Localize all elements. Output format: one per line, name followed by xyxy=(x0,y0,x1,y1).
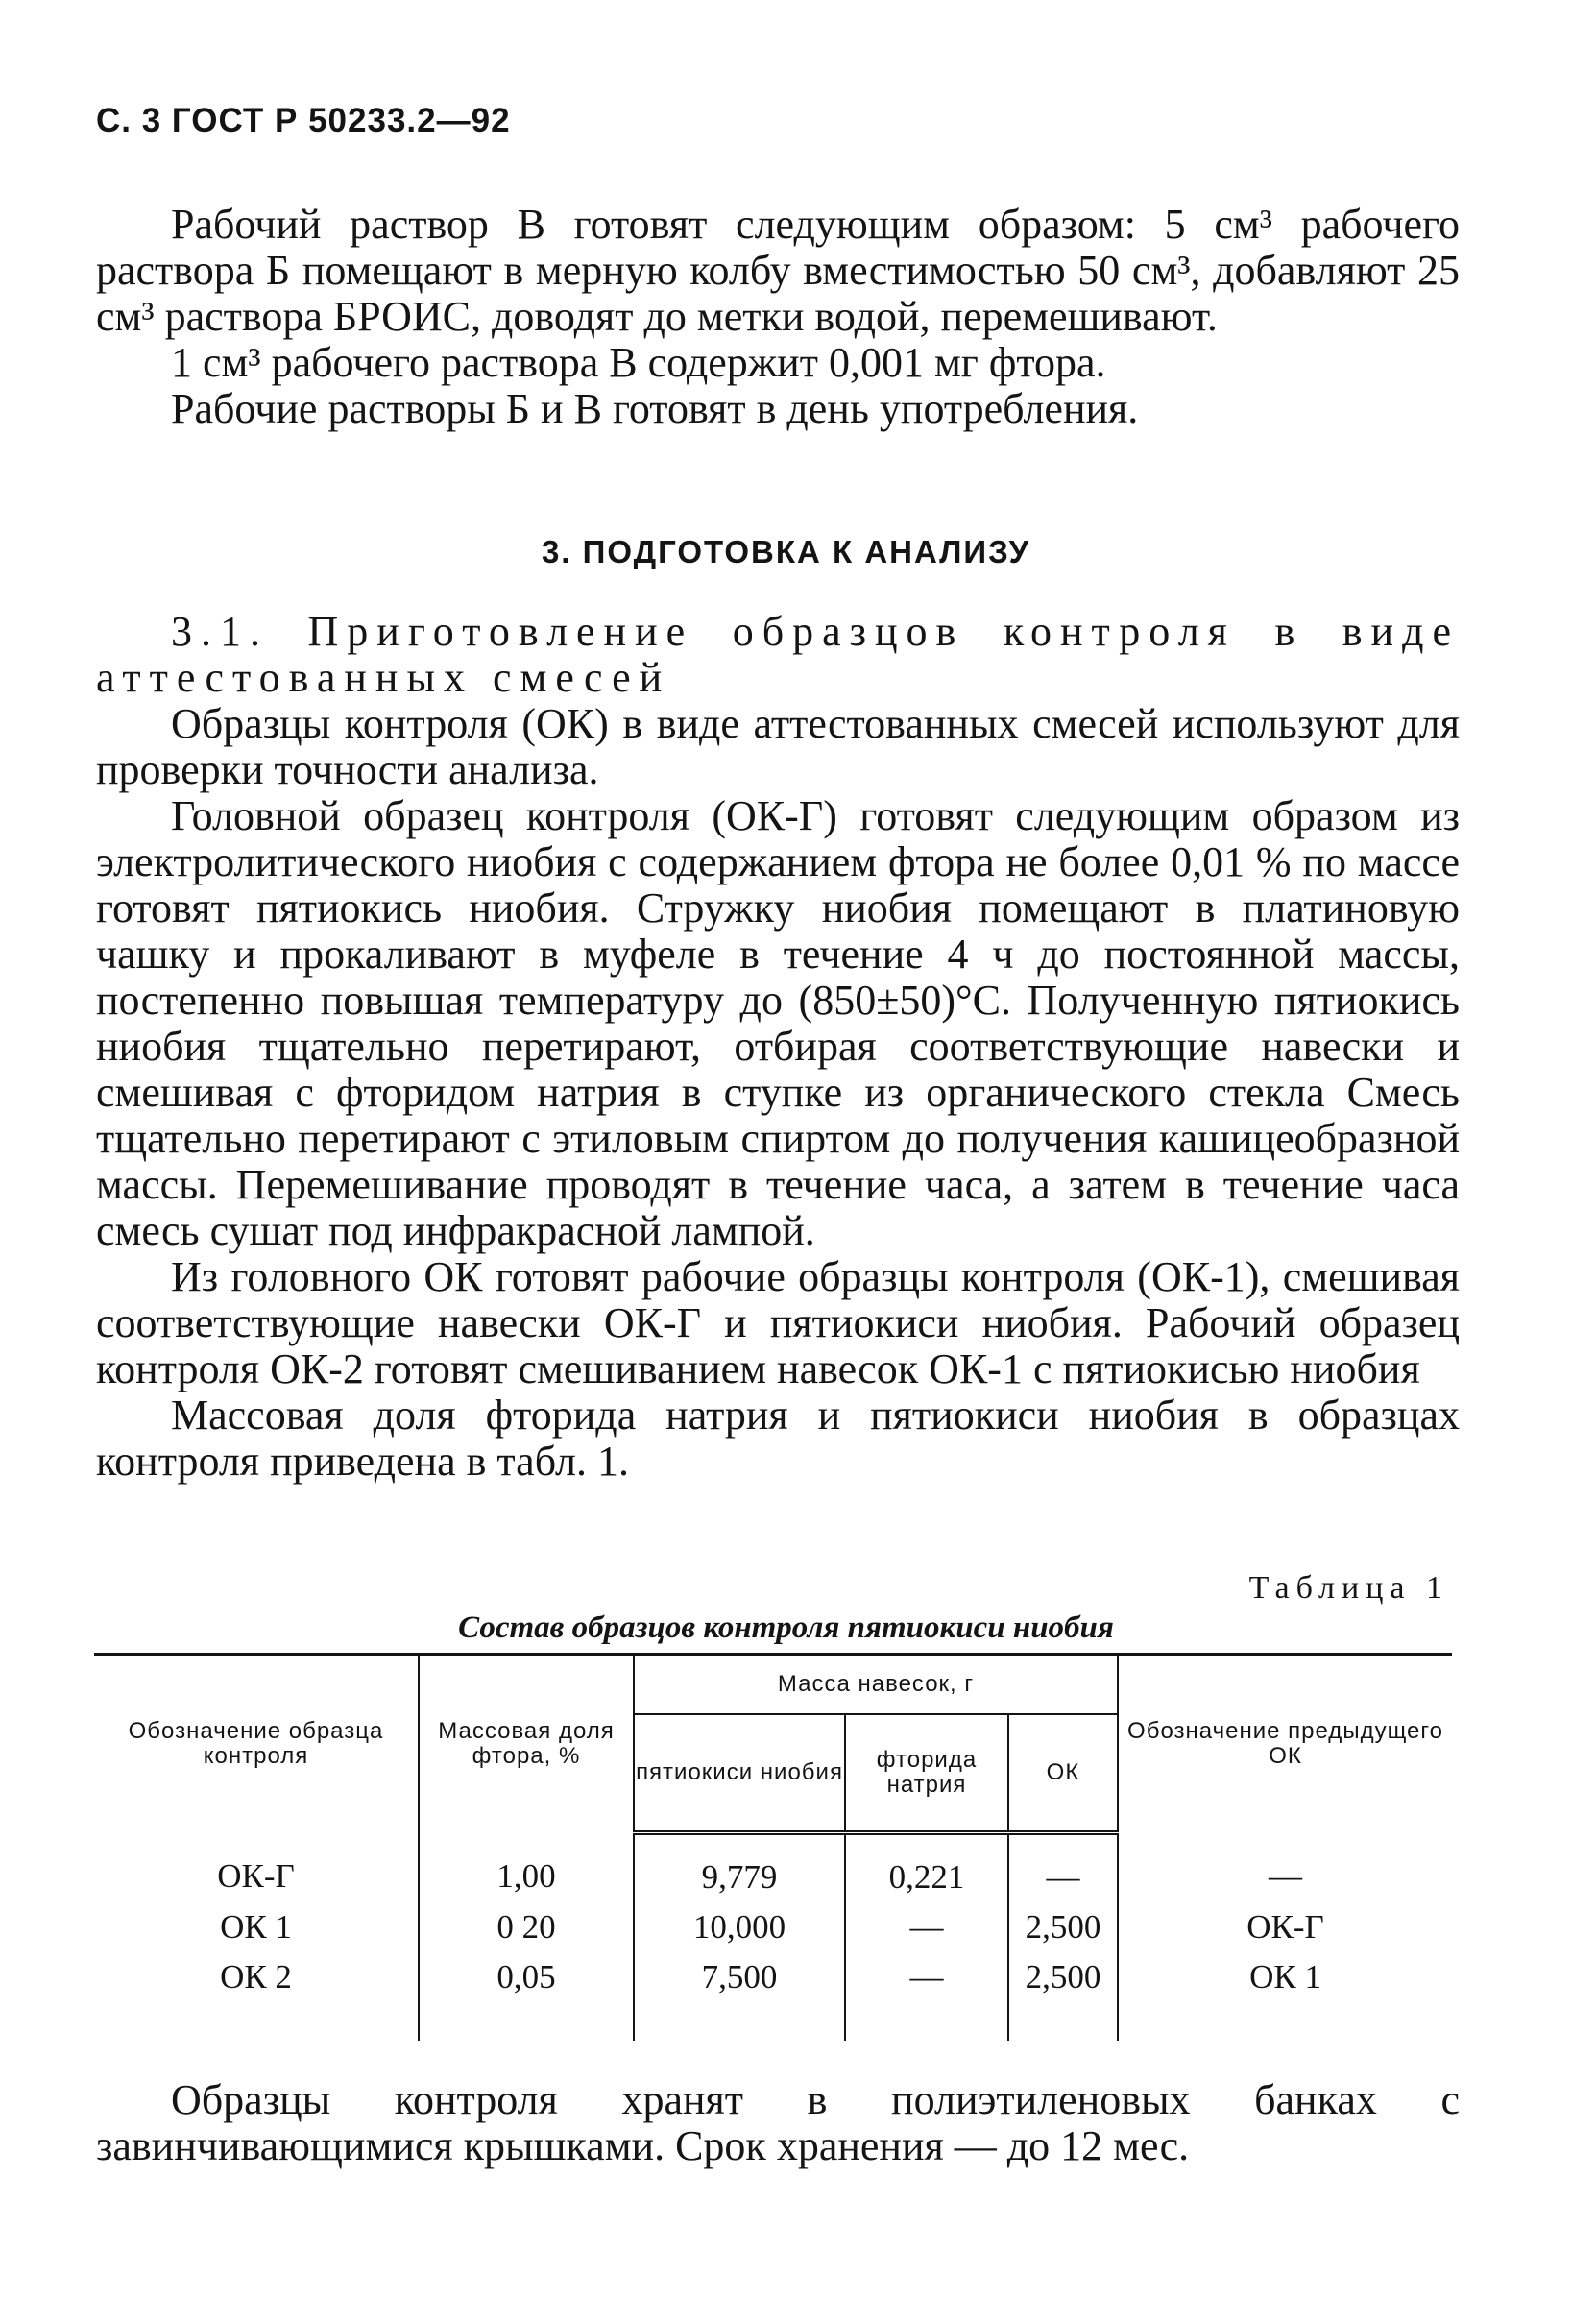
subsection-title: 3.1. Приготовление образцов контроля в виде аттестованных смесей xyxy=(96,608,1460,701)
cell-niobium: 9,779 xyxy=(634,1833,845,1903)
table-caption: Состав образцов контроля пятиокиси ниобия xyxy=(458,1610,1114,1645)
header-fluoride: фторида натрия xyxy=(845,1714,1008,1833)
composition-table xyxy=(94,1653,1452,2041)
cell-previous: ОК 1 xyxy=(1249,1958,1321,1996)
header-niobium: пятиокиси ниобия xyxy=(634,1714,845,1833)
header-ok: ОК xyxy=(1008,1714,1118,1833)
cell-previous: ОК-Г xyxy=(1246,1908,1324,1946)
cell-ok: 2,500 xyxy=(1008,1902,1118,1952)
table-row xyxy=(94,1952,1452,2041)
table-row xyxy=(94,1833,1452,1903)
header-designation: Обозначение образца контроля xyxy=(94,1655,419,1833)
cell-fluoride: — xyxy=(845,1952,1008,2041)
page-header: С. 3 ГОСТ Р 50233.2—92 xyxy=(96,102,511,139)
body-paragraph: Из головного ОК готовят рабочие образцы контроля (ОК-1), смешивая соответствующие навески ОК-Г и пятиокиси ниобия. Рабочий образец контроля ОК-2 готовят смешиванием навесок ОК-1 с пятиокисью ниобия xyxy=(96,1253,1460,1392)
table-row xyxy=(94,1902,1452,1952)
cell-mass-fraction: 0,05 xyxy=(419,1952,634,2041)
cell-previous: — xyxy=(1269,1856,1303,1895)
cell-mass-fraction: 0 20 xyxy=(419,1902,634,1952)
intro-paragraph: Рабочий раствор В готовят следующим образом: 5 см³ рабочего раствора Б помещают в мерную колбу вместимостью 50 см³, добавляют 25 см³ раствора БРОИС, доводят до метки водой, перемешивают. xyxy=(96,201,1460,340)
section-body xyxy=(96,609,1460,1485)
body-paragraph: Головной образец контроля (ОК-Г) готовят следующим образом из электролитического ниобия с содержанием фтора не более 0,01 % по массе готовят пятиокись ниобия. Стружку ниобия помещают в платиновую чашку и прокаливают в муфеле в течение 4 ч до постоянной массы, постепенно повышая температуру до (850±50)°С. Полученную пятиокись ниобия тщательно перетирают, отбирая соответствующие навески и смешивая с фторидом натрия в ступке из органического стекла Смесь тщательно перетирают с этиловым спиртом до получения кашицеобразной массы. Перемешивание проводят в течение часа, а затем в течение часа смесь сушат под инфракрасной лампой. xyxy=(96,792,1460,1254)
body-paragraph: Массовая доля фторида натрия и пятиокиси ниобия в образцах контроля приведена в табл. 1. xyxy=(96,1392,1460,1485)
cell-ok: 2,500 xyxy=(1008,1952,1118,2041)
header-previous: Обозначение предыдущего ОК xyxy=(1118,1655,1452,1833)
table-label: Таблица 1 xyxy=(1248,1570,1449,1606)
cell-ok: — xyxy=(1008,1833,1118,1903)
cell-designation: ОК 1 xyxy=(94,1902,419,1952)
cell-niobium: 10,000 xyxy=(634,1902,845,1952)
cell-designation: ОК-Г xyxy=(94,1833,419,1903)
cell-fluoride: 0,221 xyxy=(845,1833,1008,1903)
intro-block xyxy=(96,202,1460,432)
section-title: 3. ПОДГОТОВКА К АНАЛИЗУ xyxy=(541,534,1031,569)
cell-fluoride: — xyxy=(845,1902,1008,1952)
header-mass-group: Масса навесок, г xyxy=(634,1655,1118,1714)
intro-paragraph: Рабочие растворы Б и В готовят в день употребления. xyxy=(171,385,1139,432)
body-paragraph: Образцы контроля (ОК) в виде аттестованных смесей используют для проверки точности анализа. xyxy=(96,700,1460,793)
cell-niobium: 7,500 xyxy=(634,1952,845,2041)
closing-block xyxy=(96,2077,1460,2169)
closing-paragraph: Образцы контроля хранят в полиэтиленовых банках с завинчивающимися крышками. Срок хранения — до 12 мес. xyxy=(96,2076,1460,2169)
cell-mass-fraction: 1,00 xyxy=(419,1833,634,1903)
intro-paragraph: 1 см³ рабочего раствора В содержит 0,001 мг фтора. xyxy=(171,339,1106,386)
header-mass-fraction: Массовая доля фтора, % xyxy=(419,1655,634,1833)
cell-designation: ОК 2 xyxy=(94,1952,419,2041)
